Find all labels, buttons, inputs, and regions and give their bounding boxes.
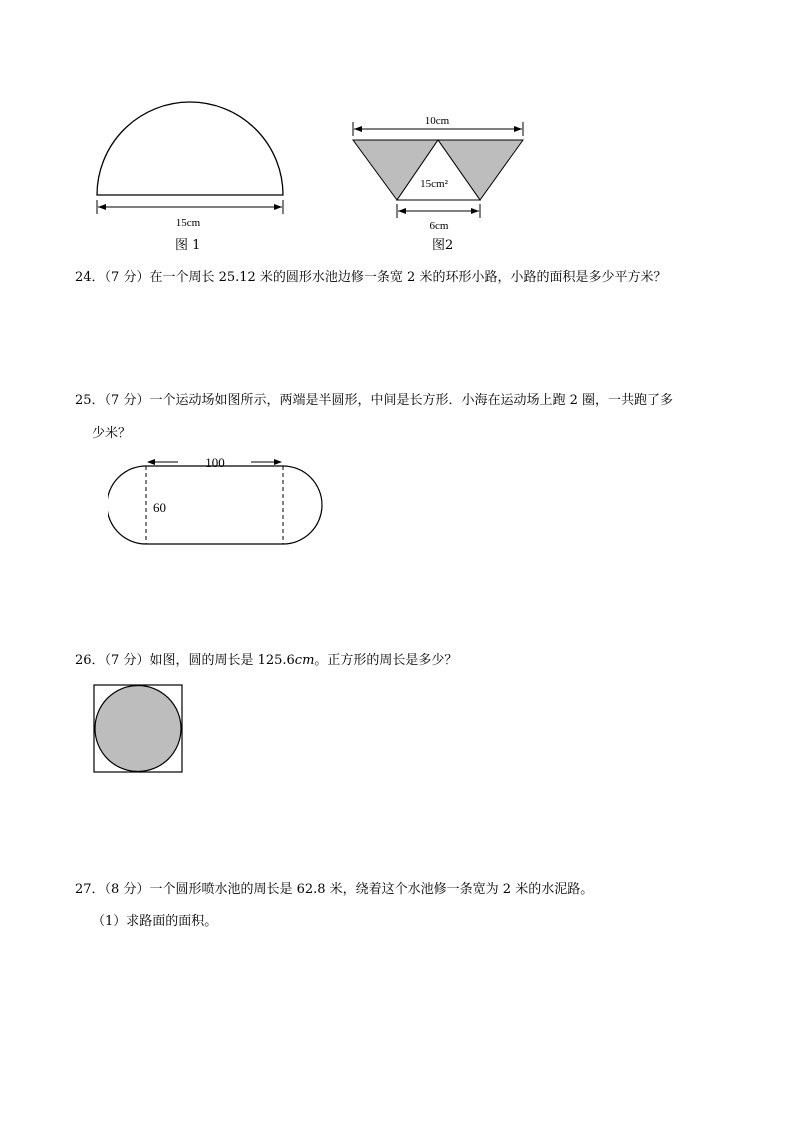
stadium-figure xyxy=(108,452,323,552)
question-26-text-after: 。正方形的周长是多少？ xyxy=(314,653,458,668)
arrow-left-icon xyxy=(98,204,106,210)
arrow-right-icon xyxy=(274,459,282,465)
fig2-caption: 图2 xyxy=(432,238,454,253)
question-27: 27．（8 分）一个圆形喷水池的周长是 62.8 米，绕着这个水池修一条宽为 2 米的水泥路。 xyxy=(75,882,594,897)
arrow-right-icon xyxy=(471,208,479,214)
fig1-caption: 图 1 xyxy=(175,238,201,253)
inscribed-circle xyxy=(95,686,181,772)
question-26-text-before: 26．（7 分）如图，圆的周长是 125.6 xyxy=(75,653,295,668)
question-25-line-2: 少米？ xyxy=(92,426,132,441)
stadium-length-label: 100 xyxy=(205,455,225,470)
fig1-base-label: 15cm xyxy=(175,217,201,229)
question-24: 24．（7 分）在一个周长 25.12 米的圆形水池边修一条宽 2 米的环形小路，小路的面积是多少平方米？ xyxy=(75,270,667,285)
question-25-line-1: 25．（7 分）一个运动场如图所示，两端是半圆形，中间是长方形．小海在运动场上跑 2 圈，一共跑了多 xyxy=(75,393,673,408)
fig2-top-label: 10cm xyxy=(424,115,450,127)
figure-2-trapezoid xyxy=(345,108,535,238)
arrow-right-icon xyxy=(514,126,522,132)
arrow-left-icon xyxy=(354,126,362,132)
stadium-outline xyxy=(108,466,322,544)
fig2-bottom-label: 6cm xyxy=(429,220,449,232)
arrow-left-icon xyxy=(147,459,155,465)
circle-in-square-figure xyxy=(92,683,186,775)
arrow-left-icon xyxy=(398,208,406,214)
question-26-unit: cm xyxy=(294,653,315,668)
stadium-width-label: 60 xyxy=(153,500,166,515)
question-27-part-1: （1）求路面的面积。 xyxy=(92,914,218,929)
arrow-right-icon xyxy=(274,204,282,210)
semicircle-shape xyxy=(97,102,283,195)
question-26 xyxy=(75,651,457,671)
fig2-area-label: 15cm² xyxy=(420,178,448,190)
